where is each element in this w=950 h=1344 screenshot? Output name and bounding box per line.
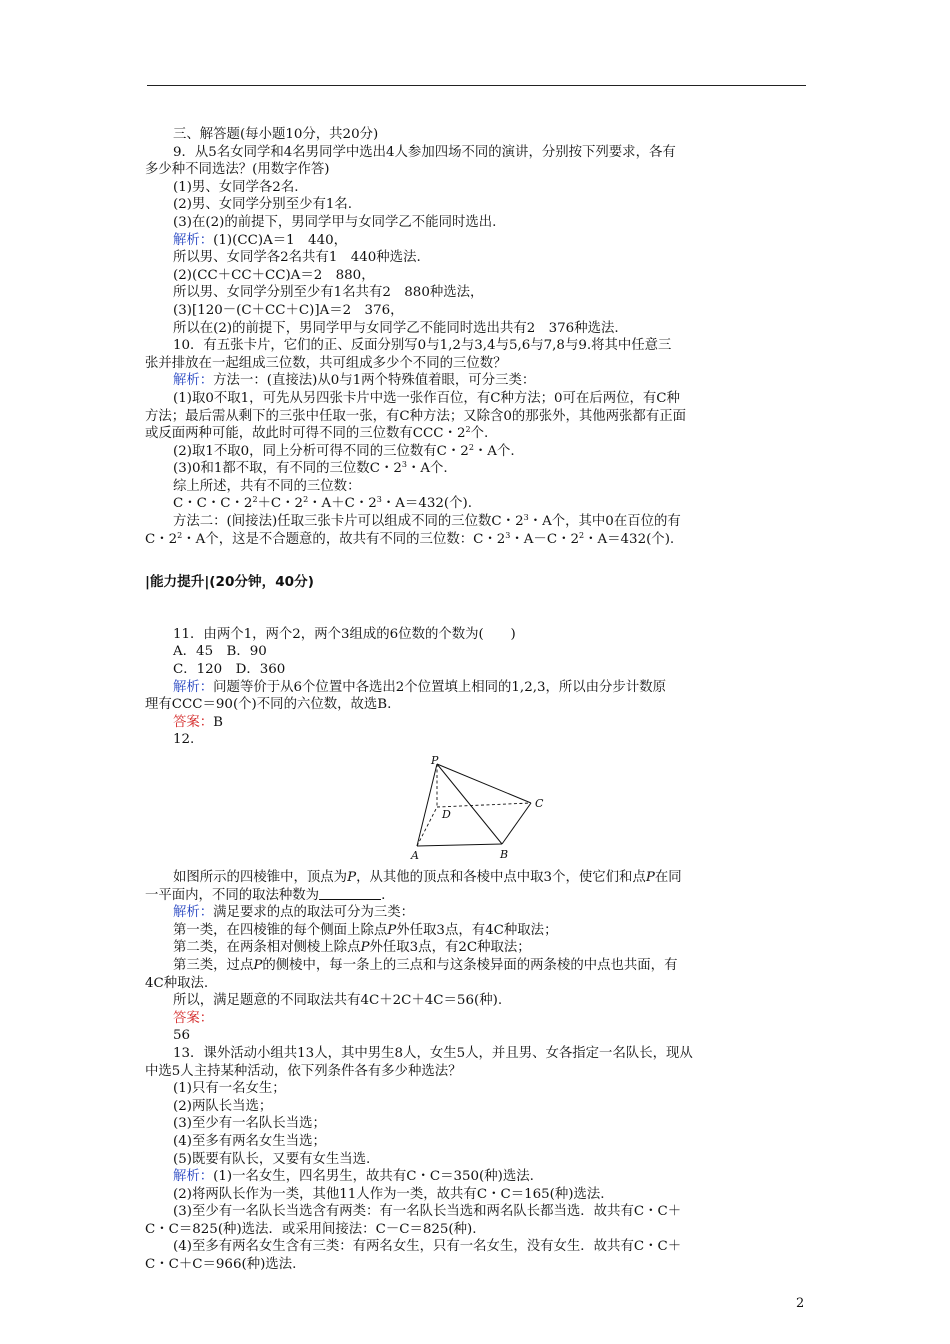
label-p: P [431,754,439,767]
q12-solution-line: 第一类，在四棱锥的每个侧面上除点P外任取3点，有4C种取法； [173,922,558,938]
q10-solution-line: 解析：方法一：(直接法)从0与1两个特殊值着眼，可分三类： [173,373,536,389]
q13-solution-line: C・C＋C＝966(种)选法. [145,1257,297,1273]
q9-item: (3)在(2)的前提下，男同学甲与女同学乙不能同时选出. [173,214,497,230]
edge-pa [417,764,437,846]
q13-text: 13．课外活动小组共13人，其中男生8人，女生5人，并且男、女各指定一名队长，现从 [173,1045,693,1061]
edge-pc [437,764,531,803]
q9-text: 9．从5名女同学和4名男同学中选出4人参加四场不同的演讲，分别按下列要求，各有 [173,144,676,160]
answer-label: 答案： [173,714,214,730]
q9-solution-line: 所以在(2)的前提下，男同学甲与女同学乙不能同时选出共有2 376种选法. [173,320,619,336]
section-heading: 三、解答题(每小题10分，共20分) [173,127,379,142]
edge-bc [502,803,531,844]
q10-text: 10．有五张卡片，它们的正、反面分别写0与1,2与3,4与5,6与7,8与9.将其中任意三 [173,338,672,354]
pyramid-diagram [411,754,567,863]
q10-solution-line: C・C・C・$2^2+C$・$2^2$・A＋C・$2^3$・A＝432(个). [173,495,472,512]
q10-solution-line: (2)取1不取0，同上分析可得不同的三位数有C・$2^2$・A个. [173,442,515,459]
ability-heading: |能力提升|(20分钟，40分) [145,574,314,591]
q10-solution-line: 方法二：(间接法)任取三张卡片可以组成不同的三位数C・$2^3$・A个，其中0在百位的有 [173,513,681,530]
q9-item: (2)男、女同学分别至少有1名. [173,197,353,213]
q12-solution-line: 解析：满足要求的点的取法可分为三类： [173,905,415,921]
q12-answer-value: 56 [173,1028,191,1044]
q10-solution-line: 方法；最后需从剩下的三张中任取一张，有C种方法；又除含0的那张外，其他两张都有正面 [145,408,686,424]
q12-number: 12. [173,732,195,748]
q13-solution-line: 解析：(1)一名女生，四名男生，故共有C・C＝350(种)选法. [173,1169,534,1185]
label-b: B [500,848,509,861]
q13-solution-line: C・C＝825(种)选法．或采用间接法：C－C＝825(种). [145,1221,477,1237]
q11-text: 11．由两个1，两个2，两个3组成的6位数的个数为( ) [173,626,516,642]
jiexi-label: 解析： [173,905,214,921]
q10-solution-line: C・$2^2$・A个，这是不合题意的，故共有不同的三位数：C・$2^3$・A－C・$2^2$・A＝432(个). [145,530,675,547]
q11-answer: 答案：B [173,714,224,730]
q12-solution-line: 第二类，在两条相对侧棱上除点P外任取3点，有2C种取法； [173,940,531,956]
q12-text: 如图所示的四棱锥中，顶点为P，从其他的顶点和各棱中点中取3个，使它们和点P在同 [173,870,682,885]
edge-ab [417,844,502,846]
header-rule [147,85,806,86]
q10-solution-line: (3)0和1都不取，有不同的三位数C・$2^3$・A个. [173,460,448,477]
q9-solution-line: 所以男、女同学各2名共有1 440种选法. [173,250,421,266]
q10-solution-line: 或反面两种可能，故此时可得不同的三位数有CCC・$2^2$个. [145,425,489,442]
q12-solution-line: 所以，满足题意的不同取法共有4C＋2C＋4C＝56(种). [173,993,503,1009]
q12-solution-line: 第三类，过点P的侧棱中，每一条上的三点和与这条棱异面的两条棱的中点也共面，有 [173,957,678,973]
q9-solution-line: (3)[120－(C＋CC＋C)]A＝2 376， [173,302,404,318]
q9-item: (1)男、女同学各2名. [173,179,299,195]
page-number: 2 [796,1296,805,1311]
q13-solution-line: (2)将两队长作为一类，其他11人作为一类，故共有C・C＝165(种)选法. [173,1186,605,1202]
q13-item: (5)既要有队长，又要有女生当选. [173,1151,371,1167]
q13-solution-line: (4)至多有两名女生含有三类：有两名女生，只有一名女生，没有女生．故共有C・C＋ [173,1239,682,1255]
jiexi-label: 解析： [173,679,214,695]
pyramid-figure [145,755,807,863]
q13-item: (3)至少有一名队长当选； [173,1116,326,1132]
q13-item: (4)至多有两名女生当选； [173,1133,326,1149]
q12-answer [145,1010,807,1028]
document-body [145,126,807,1274]
q10-text-cont: 张并排放在一起组成三位数，共可组成多少个不同的三位数？ [145,355,507,371]
q11-options: A．45 B．90 [173,644,267,660]
q10-solution-line: (1)取0不取1，可先从另四张卡片中选一张作百位，有C种方法；0可在后两位，有C种 [173,390,680,406]
label-c: C [535,797,544,810]
q13-solution-line: (3)至少有一名队长当选含有两类：有一名队长当选和两名队长都当选．故共有C・C＋ [173,1204,682,1220]
q12-solution-line: 4C种取法. [145,975,209,991]
edge-ad [417,807,437,846]
q11-solution-line: 理有CCC＝90(个)不同的六位数，故选B. [145,697,392,713]
label-a: A [411,849,419,862]
answer-blank [319,887,381,900]
jiexi-label: 解析： [173,373,214,389]
q10-solution-line: 综上所述，共有不同的三位数： [173,478,361,494]
q9-text-cont: 多少种不同选法？(用数字作答) [145,162,330,178]
edge-pb [437,764,502,844]
edge-dc [437,803,531,807]
q9-solution-line: (2)(CC＋CC＋CC)A＝2 880， [173,267,375,283]
q11-solution-line: 解析：问题等价于从6个位置中各选出2个位置填上相同的1,2,3，所以由分步计数原 [173,679,666,695]
q13-text-cont: 中选5人主持某种活动，依下列条件各有多少种选法？ [145,1063,462,1079]
answer-label: 答案： [173,1010,214,1026]
jiexi-label: 解析： [173,232,214,248]
jiexi-label: 解析： [173,1169,214,1185]
q12-text-cont: 一平面内，不同的取法种数为 . [145,887,386,903]
q11-options: C．120 D．360 [173,662,286,678]
q13-item: (1)只有一名女生； [173,1081,286,1097]
q9-solution-line: 所以男、女同学分别至少有1名共有2 880种选法， [173,285,484,301]
label-d: D [442,808,451,821]
q13-item: (2)两队长当选； [173,1098,273,1114]
q9-solution-line: 解析：(1)(CC)A＝1 440， [173,232,347,248]
